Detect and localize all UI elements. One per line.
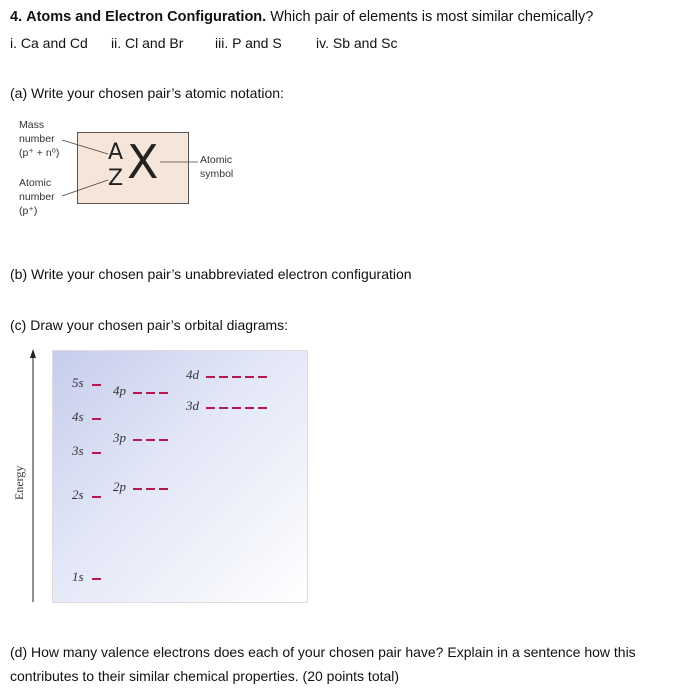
- orbital-box-3d-1: [206, 407, 215, 409]
- orbital-box-4d-3: [232, 376, 241, 378]
- orbital-box-1s-1: [92, 578, 101, 580]
- mass-number-symbol: A: [108, 140, 124, 165]
- question-heading: Atoms and Electron Configuration.: [26, 9, 267, 25]
- atomic-number-label: Atomic number (p⁺): [19, 177, 55, 217]
- orbital-diagram: [52, 350, 308, 603]
- orbital-label-3d: 3d: [186, 398, 199, 413]
- question-prompt: Which pair of elements is most similar chemically?: [270, 9, 594, 25]
- orbital-label-3p: 3p: [113, 430, 126, 445]
- atomic-symbol-label: Atomic symbol: [200, 154, 234, 180]
- orbital-label-2s: 2s: [72, 487, 84, 502]
- orbital-label-4d: 4d: [186, 367, 199, 382]
- element-symbol: X: [127, 135, 159, 189]
- orbital-box-4p-1: [133, 392, 142, 394]
- orbital-box-4s-1: [92, 418, 101, 420]
- part-b-prompt: (b) Write your chosen pair’s unabbreviated electron configuration: [10, 266, 412, 282]
- orbital-box-2s-1: [92, 496, 101, 498]
- orbital-box-3p-1: [133, 439, 142, 441]
- orbital-box-4d-2: [219, 376, 228, 378]
- orbital-box-2p-1: [133, 488, 142, 490]
- orbital-box-3s-1: [92, 452, 101, 454]
- orbital-label-2p: 2p: [113, 479, 126, 494]
- orbital-box-3d-4: [245, 407, 254, 409]
- orbital-box-4d-4: [245, 376, 254, 378]
- orbital-label-4p: 4p: [113, 383, 126, 398]
- orbital-box-3d-5: [258, 407, 267, 409]
- orbital-box-3p-3: [159, 439, 168, 441]
- atomic-number-symbol: Z: [108, 166, 124, 191]
- part-d-line-1: (d) How many valence electrons does each of your chosen pair have? Explain in a sentence how this: [10, 644, 636, 660]
- energy-axis-label: Energy: [12, 465, 26, 500]
- orbital-label-1s: 1s: [72, 569, 84, 584]
- orbital-box-4p-2: [146, 392, 155, 394]
- part-a-prompt: (a) Write your chosen pair’s atomic notation:: [10, 85, 284, 101]
- orbital-box-4d-1: [206, 376, 215, 378]
- orbital-box-2p-3: [159, 488, 168, 490]
- part-d-prompt: [10, 640, 670, 688]
- orbital-box-4p-3: [159, 392, 168, 394]
- orbital-label-3s: 3s: [72, 443, 84, 458]
- energy-axis-arrow: [30, 349, 36, 358]
- orbital-box-3d-3: [232, 407, 241, 409]
- part-d-line-2: contributes to their similar chemical properties. (20 points total): [10, 668, 400, 684]
- orbital-label-4s: 4s: [72, 409, 84, 424]
- choice-i: i. Ca and Cd: [10, 35, 88, 51]
- orbital-box-3p-2: [146, 439, 155, 441]
- mass-number-label: Mass number (p⁺ + n⁰): [19, 119, 60, 159]
- orbital-box-2p-2: [146, 488, 155, 490]
- choice-ii: ii. Cl and Br: [111, 35, 184, 51]
- choice-iii: iii. P and S: [215, 35, 282, 51]
- orbital-box-5s-1: [92, 384, 101, 386]
- part-c-prompt: (c) Draw your chosen pair’s orbital diagrams:: [10, 317, 289, 333]
- question-number: 4.: [10, 9, 23, 25]
- choice-iv: iv. Sb and Sc: [316, 35, 398, 51]
- orbital-label-5s: 5s: [72, 375, 84, 390]
- orbital-box-3d-2: [219, 407, 228, 409]
- orbital-box-4d-5: [258, 376, 267, 378]
